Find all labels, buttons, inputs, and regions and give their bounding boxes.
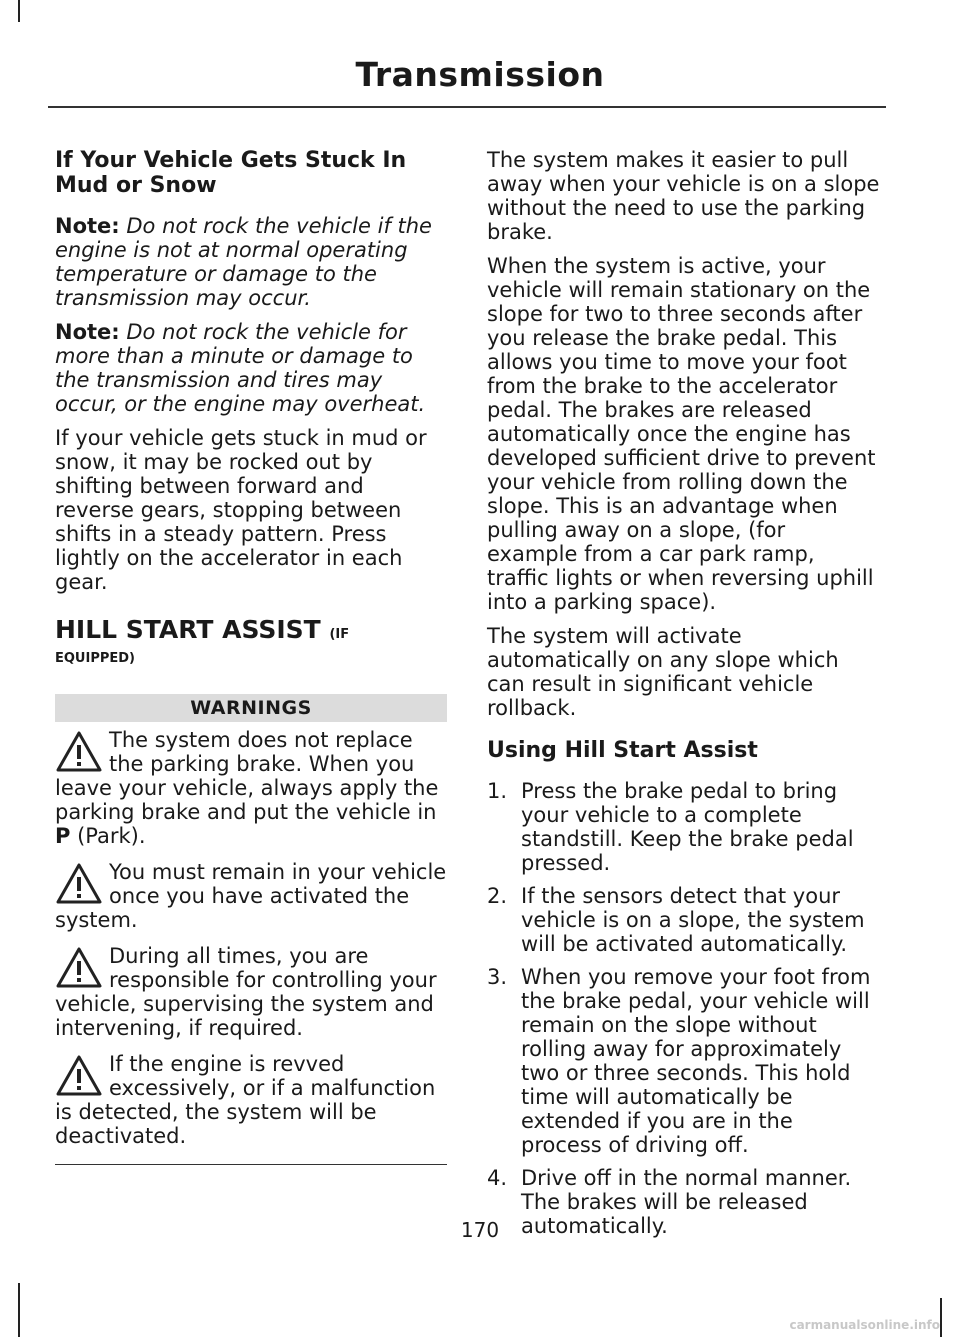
warning-3-text: During all times, you are responsible for controlling your vehicle, supervising the system and intervening, if required. — [55, 944, 437, 1040]
page-header-title: Transmission — [355, 55, 605, 94]
page-number: 170 — [460, 1218, 500, 1242]
steps-list — [487, 779, 880, 1238]
step-text: Drive off in the normal manner. The brakes will be released automatically. — [521, 1166, 852, 1238]
warning-triangle-icon — [55, 946, 103, 990]
warning-triangle-icon — [55, 730, 103, 774]
hsa-heading — [55, 616, 447, 649]
step-number: 2. — [487, 884, 508, 908]
list-item — [487, 779, 880, 875]
step-number: 1. — [487, 779, 508, 803]
warnings-box — [55, 694, 447, 1165]
note-2-label: Note: — [55, 320, 120, 344]
warning-item-1 — [55, 728, 447, 848]
warning-triangle-icon — [55, 1054, 103, 1098]
note-2-text: Do not rock the vehicle for more than a minute or damage to the transmission and tires may occur, or the engine may overheat. — [55, 320, 426, 416]
list-item — [487, 884, 880, 956]
hsa-heading-text: HILL START ASSIST — [55, 615, 321, 644]
hsa-paragraph-2: When the system is active, your vehicle will remain stationary on the slope for two to three seconds after you release the brake pedal. This allows you time to move your foot from the brake to the accelerator pedal. The brakes are released automatically once the engine has developed sufficient drive to prevent your vehicle from rolling down the slope. This is an advantage when pulling away on a slope, (for example from a car park ramp, traffic lights or when reversing uphill into a parking space). — [487, 254, 876, 614]
right-column — [487, 148, 880, 1247]
warning-4-text: If the engine is revved excessively, or if a malfunction is detected, the system will be deactivated. — [55, 1052, 436, 1148]
warning-1-post: (Park). — [77, 824, 146, 848]
warning-1-text: The system does not replace the parking brake. When you leave your vehicle, always apply the parking brake and put the vehicle in — [55, 728, 439, 824]
left-column — [55, 148, 447, 1165]
step-number: 4. — [487, 1166, 508, 1190]
step-number: 3. — [487, 965, 508, 989]
crop-mark-bottom-left-v — [18, 1283, 20, 1337]
hsa-heading-tag: (IF — [329, 627, 350, 642]
step-text: When you remove your foot from the brake pedal, your vehicle will remain on the slope without rolling away for approximately two or three seconds. This hold time will automatically be extended if you are in the process of driving off. — [521, 965, 871, 1157]
stuck-heading: If Your Vehicle Gets Stuck In Mud or Snow — [55, 148, 407, 198]
note-1-label: Note: — [55, 214, 120, 238]
using-heading: Using Hill Start Assist — [487, 738, 758, 763]
step-text: If the sensors detect that your vehicle is on a slope, the system will be activated automatically. — [521, 884, 865, 956]
crop-mark-top-left-v — [18, 0, 20, 22]
hsa-paragraph-1: The system makes it easier to pull away when your vehicle is on a slope without the need to use the parking brake. — [487, 148, 880, 244]
warning-triangle-icon — [55, 862, 103, 906]
list-item — [487, 965, 880, 1157]
warning-item-2 — [55, 860, 447, 932]
hsa-heading-tag-2: EQUIPPED) — [55, 651, 135, 666]
stuck-paragraph: If your vehicle gets stuck in mud or snow, it may be rocked out by shifting between forward and reverse gears, stopping between shifts in a steady pattern. Press lightly on the accelerator in each gear. — [55, 426, 427, 594]
crop-mark-bottom-right-v — [940, 1298, 942, 1337]
hsa-paragraph-3: The system will activate automatically on any slope which can result in significant vehicle rollback. — [487, 624, 839, 720]
warnings-bottom-rule — [55, 1164, 447, 1165]
warning-item-4 — [55, 1052, 447, 1148]
warning-1-bold: P — [55, 824, 71, 848]
step-text: Press the brake pedal to bring your vehicle to a complete standstill. Keep the brake pedal pressed. — [521, 779, 854, 875]
note-2 — [55, 320, 447, 416]
warnings-title: WARNINGS — [55, 694, 447, 722]
warning-2-text: You must remain in your vehicle once you have activated the system. — [55, 860, 447, 932]
note-1 — [55, 214, 447, 310]
note-1-text: Do not rock the vehicle if the engine is not at normal operating temperature or damage to the transmission may occur. — [55, 214, 432, 310]
header-rule — [48, 106, 886, 108]
watermark: carmanualsonline.info — [789, 1318, 940, 1332]
warning-item-3 — [55, 944, 447, 1040]
